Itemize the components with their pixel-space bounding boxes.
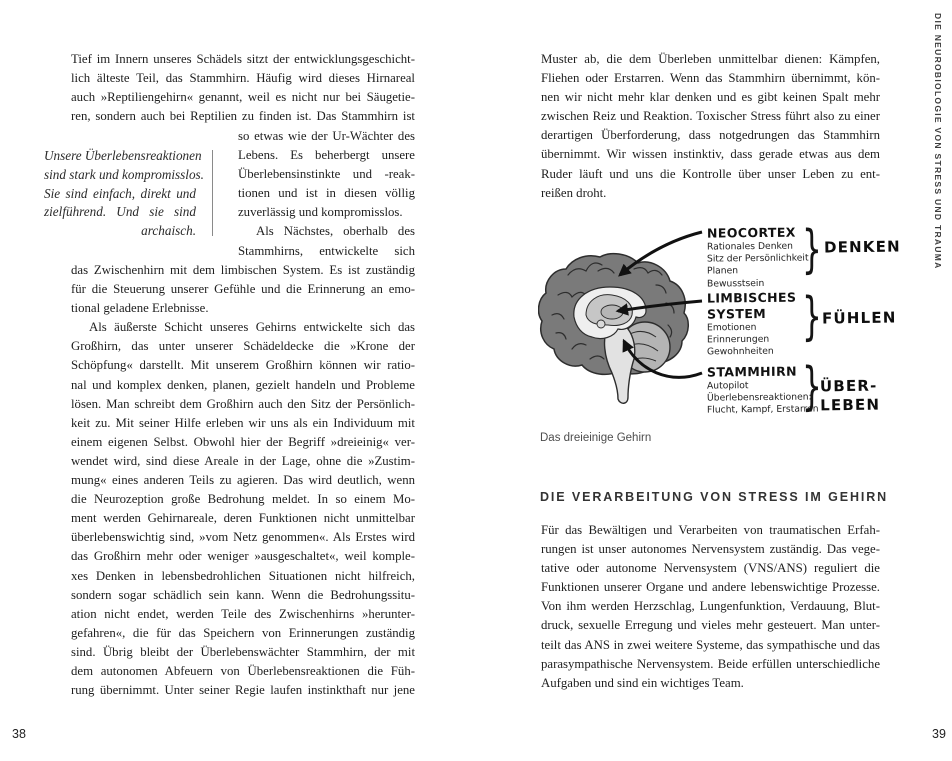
text-line: ren, sondern auch bei Reptilien zu finden ist. Das Stammhirn ist — [71, 109, 415, 124]
text-line: die Neurozeption große Bedrohung meldet. In so einem Mo- — [71, 492, 415, 507]
diagram-label-neocortex: NEOCORTEX — [706, 224, 796, 241]
text-line: archaisch. — [141, 223, 196, 239]
diagram-item-line: Erinnerungen — [706, 333, 770, 346]
diagram-label-limbisches-system: LIMBISCHES SYSTEM — [706, 289, 797, 322]
text-line: Lebens. Es beherbergt unsere — [238, 148, 415, 163]
text-line: tionen und ist in diesen völlig — [238, 186, 415, 201]
diagram-category-fuehlen: FÜHLEN — [821, 308, 897, 328]
vertical-running-head: DIE NEUROBIOLOGIE VON STRESS UND TRAUMA — [933, 13, 943, 270]
text-line: keit zu. Mit seiner Hilfe erleben wir uns als ein Individuum mit — [71, 415, 415, 430]
diagram-item-line: Emotionen — [706, 321, 757, 334]
text-line: übernimmt. Wir wissen instinktiv, dass gerade etwas aus dem — [541, 147, 880, 162]
text-line: für die Steuerung unserer Gefühle und die Erinnerung an emo- — [71, 282, 415, 297]
text-line: gefahren«, die für das Speichern von Erinnerungen zuständig — [71, 625, 415, 640]
text-line: sind stark und kompromisslos. — [44, 166, 204, 182]
text-line: Großhirn, das unter unserer Schädeldecke die »Krone der — [71, 339, 415, 354]
text-line: Funktionen unserer Organe und andere lebenswichtige Prozesse. — [541, 580, 880, 595]
diagram-item-line: Rationales Denken — [706, 240, 794, 253]
diagram-label-stammhirn: STAMMHIRN — [706, 363, 797, 380]
right-bottom-paragraph — [541, 521, 880, 693]
text-line: Muster ab, die dem Überleben unmittelbar dienen: Kämpfen, — [541, 52, 880, 66]
text-line: sondern sogar schädlich sein kann. Wenn die Bedrohungssitu- — [71, 587, 415, 602]
diagram-item-line: Bewusstsein — [706, 277, 765, 290]
text-line: teilt das ANS in zwei weitere Systeme, das sympathische und das — [541, 637, 880, 652]
text-line: lösen. Man schreibt dem Großhirn auch den Sitz der Persönlich- — [71, 396, 415, 411]
left-page-number: 38 — [12, 727, 26, 741]
text-line: Aufgaben und sind ein wichtiges Team. — [541, 675, 744, 690]
text-line: xes Denken in lebensbedrohlichen Situationen nicht hilfreich, — [71, 568, 415, 583]
left-intro-paragraph — [71, 50, 415, 126]
text-line: Ruder läuft und uns die Kontrolle über unser Leben zu ent- — [541, 166, 880, 181]
text-line: Sie sind einfach, direkt und — [44, 185, 196, 201]
text-line: das Großhirn mehr oder weniger »ausgeschaltet«, weil komple- — [71, 549, 415, 564]
diagram-item-line: Flucht, Kampf, Erstarren — [706, 403, 819, 416]
text-line: tional geladene Erlebnisse. — [71, 301, 209, 316]
brace-fuehlen-icon: } — [802, 287, 822, 347]
text-line: auch »Reptiliengehirn« genannt, weil es nicht nur bei Säugetie- — [71, 90, 415, 105]
brace-ueberleben-icon: } — [802, 357, 822, 417]
text-line: Als Nächstes, oberhalb des — [256, 224, 415, 239]
section-heading: DIE VERARBEITUNG VON STRESS IM GEHIRN — [540, 490, 889, 504]
text-line: Als äußerste Schicht unseres Gehirns entwickelte sich das — [89, 320, 415, 335]
text-line: Fliehen oder Erstarren. Wenn das Stammhirn übernimmt, kön- — [541, 71, 880, 86]
diagram-item-line: Planen — [706, 265, 739, 277]
text-line: Von ihm werden Herzschlag, Lungenfunktion, Verdauung, Blut- — [541, 599, 880, 614]
text-line: Stammhirns, entwickelte sich — [238, 243, 415, 258]
text-line: lich älteste Teil, das Stammhirn. Häufig wird dieses Hirnareal — [71, 71, 415, 86]
diagram-items-neocortex — [707, 241, 809, 290]
text-line: mung« eines anderen Teils zu agieren. Das wird deutlich, wenn — [71, 473, 415, 488]
text-line: rungen ist unser autonomes Nervensystem zuständig. Das vege- — [541, 542, 880, 557]
text-line: druck, sexuelle Erregung und vieles mehr gesteuert. Man unter- — [541, 618, 880, 633]
text-line: überlebenswichtig sind, »vom Netz genommen«. Als Erstes wird — [71, 530, 415, 545]
text-line: wendet wird, sind diese Areale in der Lage, ohne die »Zustim- — [71, 453, 415, 468]
text-line: so etwas wie der Ur-Wächter des — [238, 129, 415, 143]
text-line: ation nicht endet, werden Teile des Zwischenhirns »herunter- — [71, 606, 415, 621]
brace-denken-icon: } — [802, 220, 822, 280]
text-line: Für das Bewältigen und Verarbeiten von traumatischen Erfah- — [541, 523, 880, 537]
text-line: zielführend. Und sie sind — [44, 204, 196, 220]
text-line: Unsere Überlebensreaktionen — [44, 148, 202, 163]
text-line: tative oder autonome Nervensystem (VNS/ANS) reguliert die — [541, 561, 880, 576]
text-line: nal und komplex denken, planen, gezielt handeln und Probleme — [71, 377, 415, 392]
text-line: einem eigenen Selbst. Obwohl hier der Begriff »dreieinig« ver- — [71, 434, 415, 449]
diagram-caption: Das dreieinige Gehirn — [540, 432, 652, 444]
diagram-item-line: Überlebensreaktionen: — [706, 391, 812, 404]
text-line: sind. Übrig bleibt der Überlebenswächter Stammhirn, der mit — [71, 644, 415, 659]
diagram-item-line: Autopilot — [706, 380, 749, 392]
text-line: Schöpfung« darstellt. Mit unserem Großhirn können wir ratio- — [71, 358, 415, 373]
text-line: reißen droht. — [541, 185, 607, 200]
left-body-paragraphs — [71, 261, 415, 700]
text-line: zuverlässig und kompromisslos. — [238, 205, 403, 220]
text-line: parasympathische Nervensystem. Beide erfüllen unterschiedliche — [541, 656, 880, 671]
text-line: rung übernimmt. Unter seiner Regie laufen instinkthaft nur jene — [71, 683, 415, 698]
diagram-category-denken: DENKEN — [823, 237, 902, 257]
pull-quote — [44, 147, 204, 241]
right-page — [476, 0, 952, 761]
diagram-item-line: Sitz der Persönlichkeit — [706, 252, 809, 265]
text-line: derartigen Überforderung, dass notgedrungen das Stammhirn — [541, 128, 880, 143]
text-line: dem autonomen Abfeuern von Überlebensreaktionen die Füh- — [71, 663, 415, 678]
text-line: zwischen Reiz und Reaktion. Toxischer Stress führt also zu einer — [541, 109, 880, 124]
text-line: das Zwischenhirn mit dem limbischen System. Es ist zuständig — [71, 263, 415, 277]
text-line: nen wir nicht mehr klar denken und es gibt keinen Spalt mehr — [541, 90, 880, 105]
diagram-item-line: Gewohnheiten — [706, 346, 774, 358]
diagram-items-limbisches-system — [707, 322, 774, 359]
diagram-category-ueberleben: ÜBER- LEBEN — [819, 376, 881, 414]
left-narrow-column — [238, 127, 415, 261]
text-line: Tief im Innern unseres Schädels sitzt der entwicklungsgeschicht- — [71, 52, 415, 66]
pull-quote-divider — [212, 150, 213, 236]
right-page-number: 39 — [932, 727, 946, 741]
text-line: ment werden Gehirnareale, deren Funktionen nicht unmittelbar — [71, 511, 415, 526]
text-line: Überlebensinstinkte und -reak- — [238, 167, 415, 182]
